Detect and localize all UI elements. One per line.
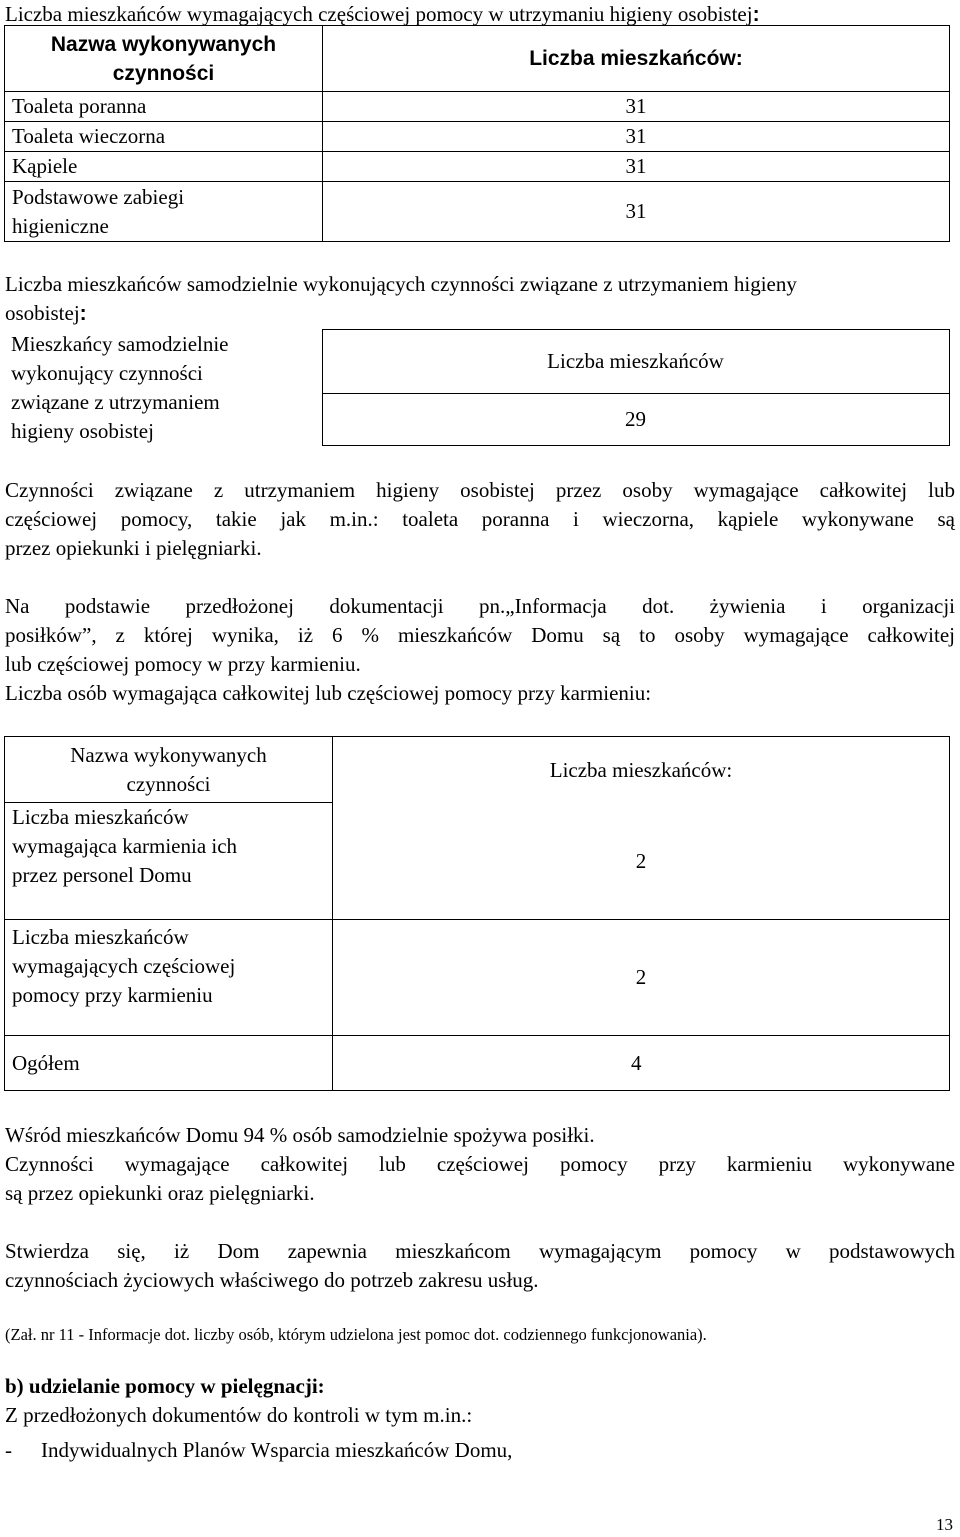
para2-line2: posiłków”, z której wynika, iż 6 % mieszkańców Domu są to osoby wymagające całkowitej xyxy=(5,623,955,647)
row-value: 31 xyxy=(323,122,950,152)
para3-line3: są przez opiekunki oraz pielęgniarki. xyxy=(5,1181,315,1205)
table-header-row xyxy=(5,26,950,92)
section2-heading-line2: osobistej: xyxy=(5,301,87,325)
page-number: 13 xyxy=(936,1515,953,1534)
para1-line3: przez opiekunki i pielęgniarki. xyxy=(5,536,262,560)
header-activity-name: Nazwa wykonywanych czynności xyxy=(5,26,323,92)
section-b-heading: b) udzielanie pomocy w pielęgnacji: xyxy=(5,1374,325,1398)
feeding-total-value: 4 xyxy=(333,1036,950,1091)
table-row xyxy=(5,152,950,182)
section1-heading: Liczba mieszkańców wymagających częściowej pomocy w utrzymaniu higieny osobistej: xyxy=(5,2,760,26)
para2-line3: lub częściowej pomocy w przy karmieniu. xyxy=(5,652,361,676)
table-row xyxy=(5,92,950,122)
row-label: Toaleta poranna xyxy=(5,92,323,122)
para2-line1: Na podstawie przedłożonej dokumentacji pn.„Informacja dot. żywienia i organizacji xyxy=(5,594,955,618)
para3-line1: Wśród mieszkańców Domu 94 % osób samodzielnie spożywa posiłki. xyxy=(5,1123,595,1147)
para4-line1: Stwierdza się, iż Dom zapewnia mieszkańcom wymagającym pomocy w podstawowych xyxy=(5,1239,955,1263)
self-hygiene-table xyxy=(4,329,950,446)
row-label: Kąpiele xyxy=(5,152,323,182)
feeding-row2-label: Liczba mieszkańców wymagających częściowej pomocy przy karmieniu xyxy=(5,920,333,1036)
feeding-row1-label: Liczba mieszkańców wymagająca karmienia ich przez personel Domu xyxy=(5,803,333,920)
header-residents-count: Liczba mieszkańców: xyxy=(323,26,950,92)
feeding-header-activity: Nazwa wykonywanych czynności xyxy=(5,737,333,803)
self-hygiene-header: Liczba mieszkańców xyxy=(322,330,949,394)
feeding-row2-value: 2 xyxy=(333,920,950,1036)
row-label: Toaleta wieczorna xyxy=(5,122,323,152)
section-b-bullet-text: Indywidualnych Planów Wsparcia mieszkańców Domu, xyxy=(41,1438,513,1462)
feeding-help-table xyxy=(4,736,950,1091)
para1-line2: częściowej pomocy, takie jak m.in.: toaleta poranna i wieczorna, kąpiele wykonywane są xyxy=(5,507,955,531)
row-value: 31 xyxy=(323,92,950,122)
section2-heading-line1: Liczba mieszkańców samodzielnie wykonujących czynności związane z utrzymaniem higieny xyxy=(5,272,797,296)
self-hygiene-label: Mieszkańcy samodzielnie wykonujący czynności związane z utrzymaniem higieny osobistej xyxy=(11,331,229,443)
para3-line2: Czynności wymagające całkowitej lub częściowej pomocy przy karmieniu wykonywane xyxy=(5,1152,955,1176)
hygiene-help-table xyxy=(4,25,950,242)
table-row xyxy=(5,182,950,242)
para1-line1: Czynności związane z utrzymaniem higieny osobistej przez osoby wymagające całkowitej lub xyxy=(5,478,955,502)
row-label: Podstawowe zabiegi higieniczne xyxy=(5,182,323,242)
para2-line4: Liczba osób wymagająca całkowitej lub częściowej pomocy przy karmieniu: xyxy=(5,681,652,705)
self-hygiene-value: 29 xyxy=(322,394,949,446)
feeding-header-count: Liczba mieszkańców: 2 xyxy=(333,737,950,920)
section-b-bullet-dash: - xyxy=(5,1438,12,1462)
table-row xyxy=(5,122,950,152)
section-b-line1: Z przedłożonych dokumentów do kontroli w tym m.in.: xyxy=(5,1403,473,1427)
attachment-note: (Zał. nr 11 - Informacje dot. liczby osób, którym udzielona jest pomoc dot. codziennego funkcjonowania). xyxy=(5,1325,707,1344)
para4-line2: czynnościach życiowych właściwego do potrzeb zakresu usług. xyxy=(5,1268,539,1292)
row-value: 31 xyxy=(323,152,950,182)
row-value: 31 xyxy=(323,182,950,242)
feeding-total-label: Ogółem xyxy=(5,1036,333,1091)
